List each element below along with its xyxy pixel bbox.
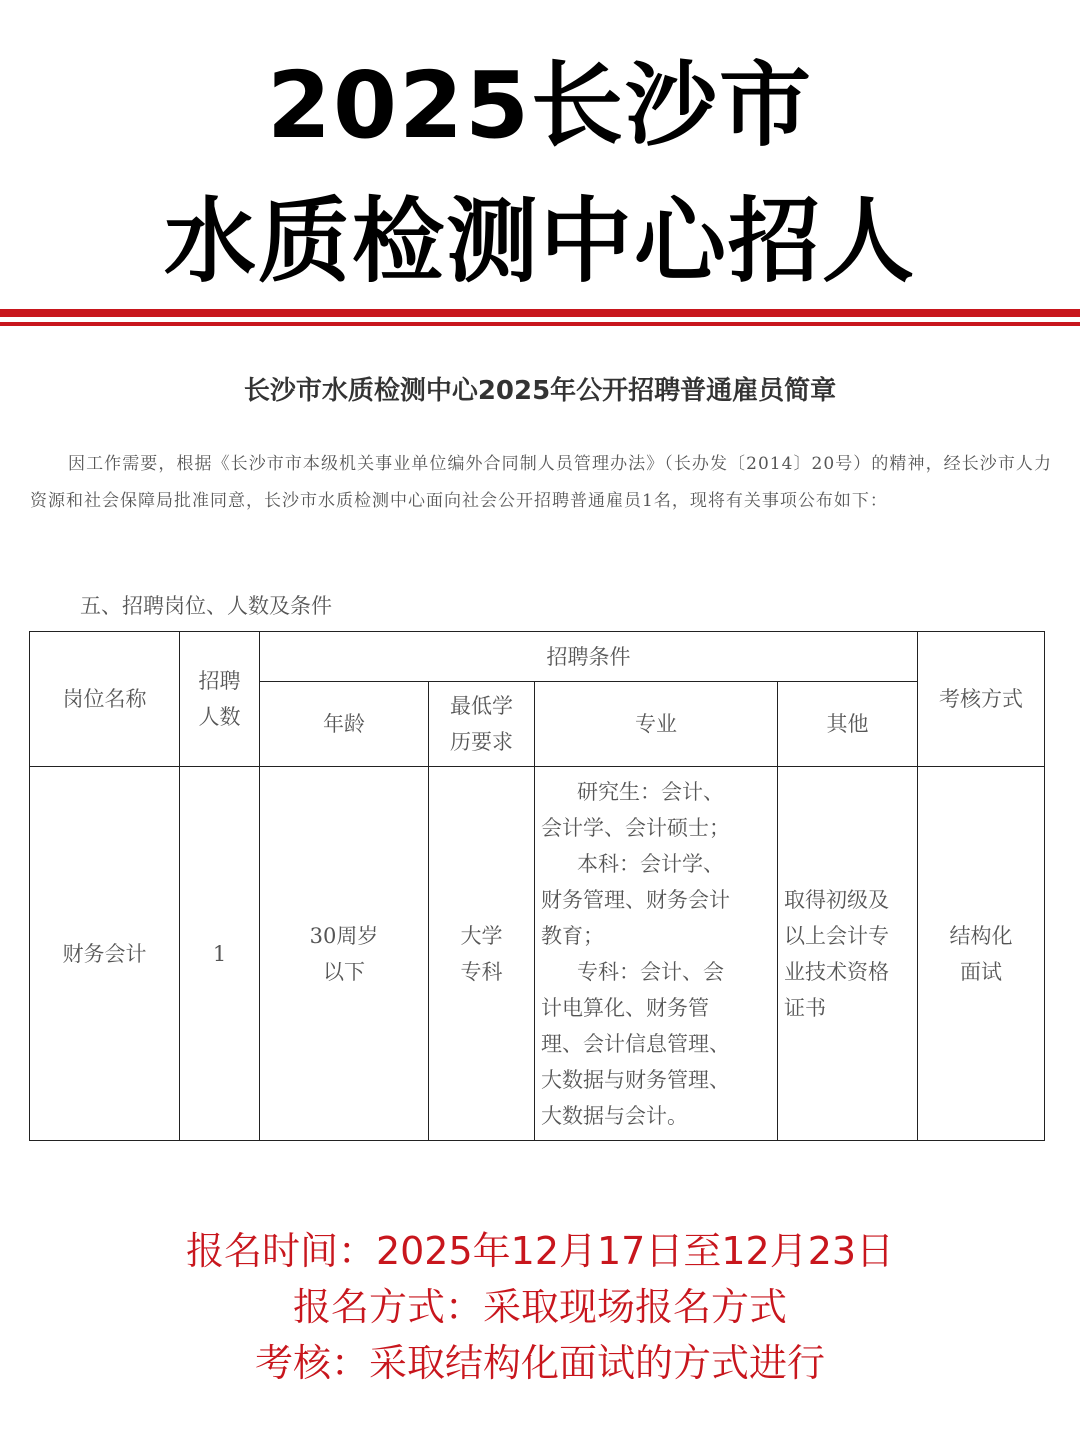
header-other: 其他: [778, 682, 918, 767]
header-education: [429, 682, 535, 767]
major-line: 会计学、会计硕士；: [541, 815, 730, 840]
document-title: 长沙市水质检测中心2025年公开招聘普通雇员简章: [243, 376, 837, 406]
red-divider-thin: [0, 322, 1080, 326]
major-line: 大数据与财务管理、: [541, 1067, 730, 1092]
section-heading: 五、招聘岗位、人数及条件: [80, 594, 332, 618]
recruitment-table: [29, 631, 1045, 1141]
other-line: 证书: [784, 995, 826, 1020]
header-age: 年龄: [260, 682, 429, 767]
cell-age-line-1: 30周岁: [309, 923, 379, 948]
cell-position: 财务会计: [30, 767, 180, 1141]
major-line: 研究生：会计、: [577, 779, 724, 804]
cell-education-line-2: 专科: [460, 959, 503, 984]
header-position: 岗位名称: [30, 632, 180, 767]
header-count-line-2: 人数: [198, 705, 241, 729]
header-assessment: 考核方式: [918, 632, 1045, 767]
header-education-line-2: 历要求: [450, 730, 513, 754]
header-major: 专业: [535, 682, 778, 767]
assessment-method: 考核：采取结构化面试的方式进行: [254, 1341, 825, 1385]
cell-assessment: [918, 767, 1045, 1141]
registration-time: 报名时间：2025年12月17日至12月23日: [185, 1229, 895, 1273]
cell-count: 1: [180, 767, 260, 1141]
cell-education-line-1: 大学: [460, 923, 503, 948]
cell-assessment-line-1: 结构化: [949, 923, 1013, 948]
registration-method: 报名方式：采取现场报名方式: [292, 1285, 787, 1329]
cell-age-line-2: 以下: [323, 959, 365, 984]
cell-other: [778, 767, 918, 1141]
other-line: 取得初级及: [784, 887, 889, 912]
intro-paragraph: 因工作需要，根据《长沙市市本级机关事业单位编外合同制人员管理办法》（长办发〔2014〕20号）的精神，经长沙市人力资源和社会保障局批准同意，长沙市水质检测中心面向社会公开招聘普通雇员1名，现将有关事项公布如下：: [30, 454, 1052, 511]
other-line: 业技术资格: [784, 959, 889, 984]
header-count: [180, 632, 260, 767]
major-line: 专科：会计、会: [577, 959, 724, 984]
header-count-line-1: 招聘: [198, 669, 241, 693]
headline-line-2: 水质检测中心招人: [163, 188, 916, 295]
red-divider-thick: [0, 309, 1080, 317]
cell-major: [535, 767, 778, 1141]
cell-assessment-line-2: 面试: [960, 959, 1002, 984]
major-line: 理、会计信息管理、: [541, 1031, 730, 1056]
cell-education: [429, 767, 535, 1141]
header-conditions: 招聘条件: [260, 632, 918, 682]
cell-age: [260, 767, 429, 1141]
other-line: 以上会计专: [784, 923, 889, 948]
header-education-line-1: 最低学: [450, 694, 513, 718]
headline-line-1: 2025长沙市: [266, 52, 814, 159]
major-line: 本科：会计学、: [577, 851, 724, 876]
major-line: 计电算化、财务管: [541, 995, 709, 1020]
major-line: 财务管理、财务会计: [541, 887, 730, 912]
major-line: 教育；: [541, 923, 604, 948]
major-line: 大数据与会计。: [541, 1103, 688, 1128]
